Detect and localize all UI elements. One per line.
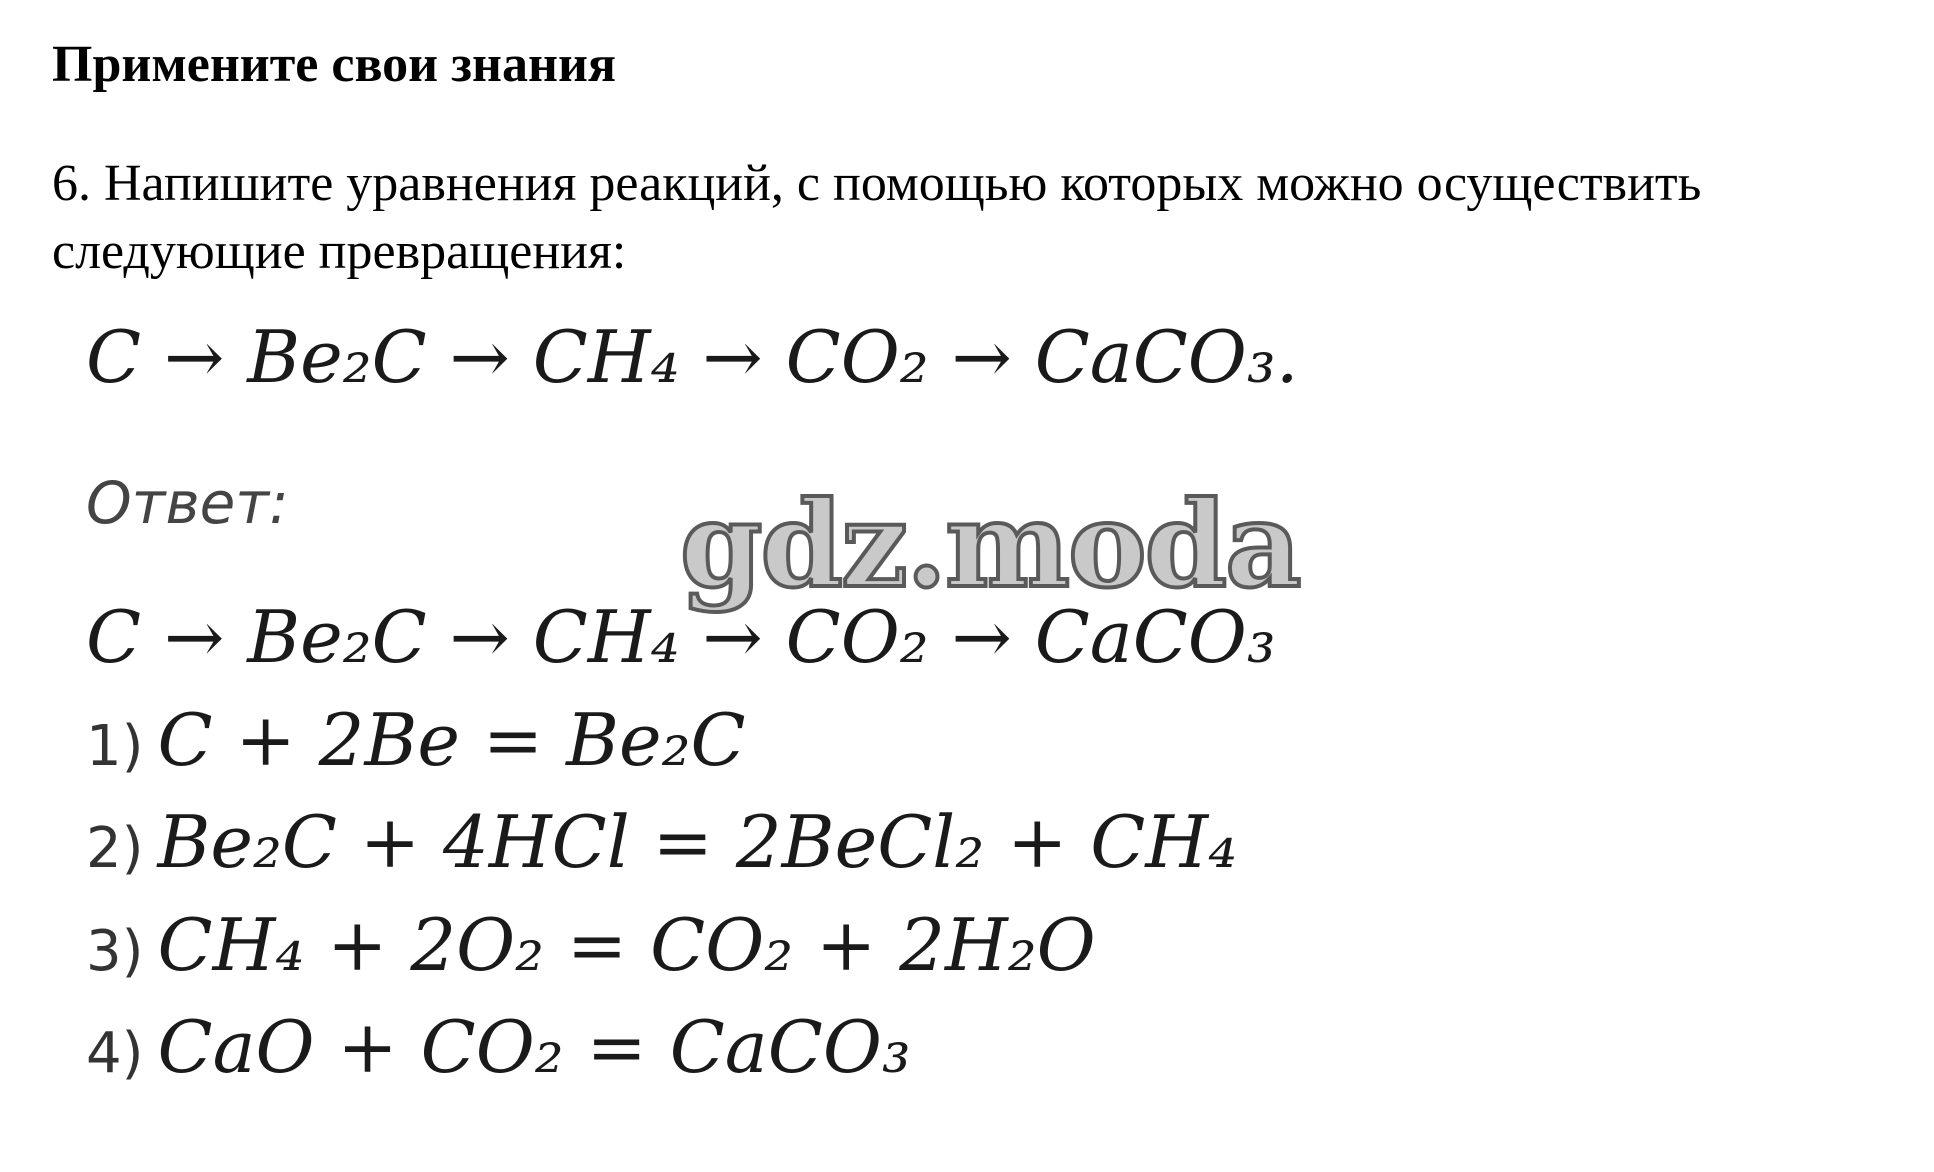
equation-text: C + 2Be = Be₂C bbox=[157, 698, 746, 782]
equation-2 bbox=[86, 797, 1237, 894]
task-line-1: 6. Напишите уравнения реакций, с помощью которых можно осуществить bbox=[52, 155, 1702, 212]
watermark-logo: gdz.moda bbox=[680, 475, 1300, 614]
equation-number: 3) bbox=[86, 919, 144, 984]
equation-number: 4) bbox=[86, 1021, 144, 1086]
answer-label: Ответ: bbox=[86, 469, 289, 537]
transformation-chain: C → Be₂C → CH₄ → CO₂ → CaCO₃. bbox=[86, 315, 1299, 399]
equation-3 bbox=[86, 900, 1096, 997]
task-text bbox=[52, 150, 1922, 286]
task-line-2: следующие превращения: bbox=[52, 223, 627, 280]
answer-chain: C → Be₂C → CH₄ → CO₂ → CaCO₃ bbox=[86, 595, 1276, 679]
equation-1 bbox=[86, 695, 746, 792]
section-heading: Примените свои знания bbox=[52, 36, 617, 93]
equation-text: CH₄ + 2O₂ = CO₂ + 2H₂O bbox=[157, 903, 1096, 987]
equation-4 bbox=[86, 1002, 911, 1099]
equation-number: 2) bbox=[86, 816, 144, 881]
equation-number: 1) bbox=[86, 714, 144, 779]
equation-text: Be₂C + 4HCl = 2BeCl₂ + CH₄ bbox=[157, 800, 1238, 884]
equation-text: CaO + CO₂ = CaCO₃ bbox=[157, 1005, 911, 1089]
